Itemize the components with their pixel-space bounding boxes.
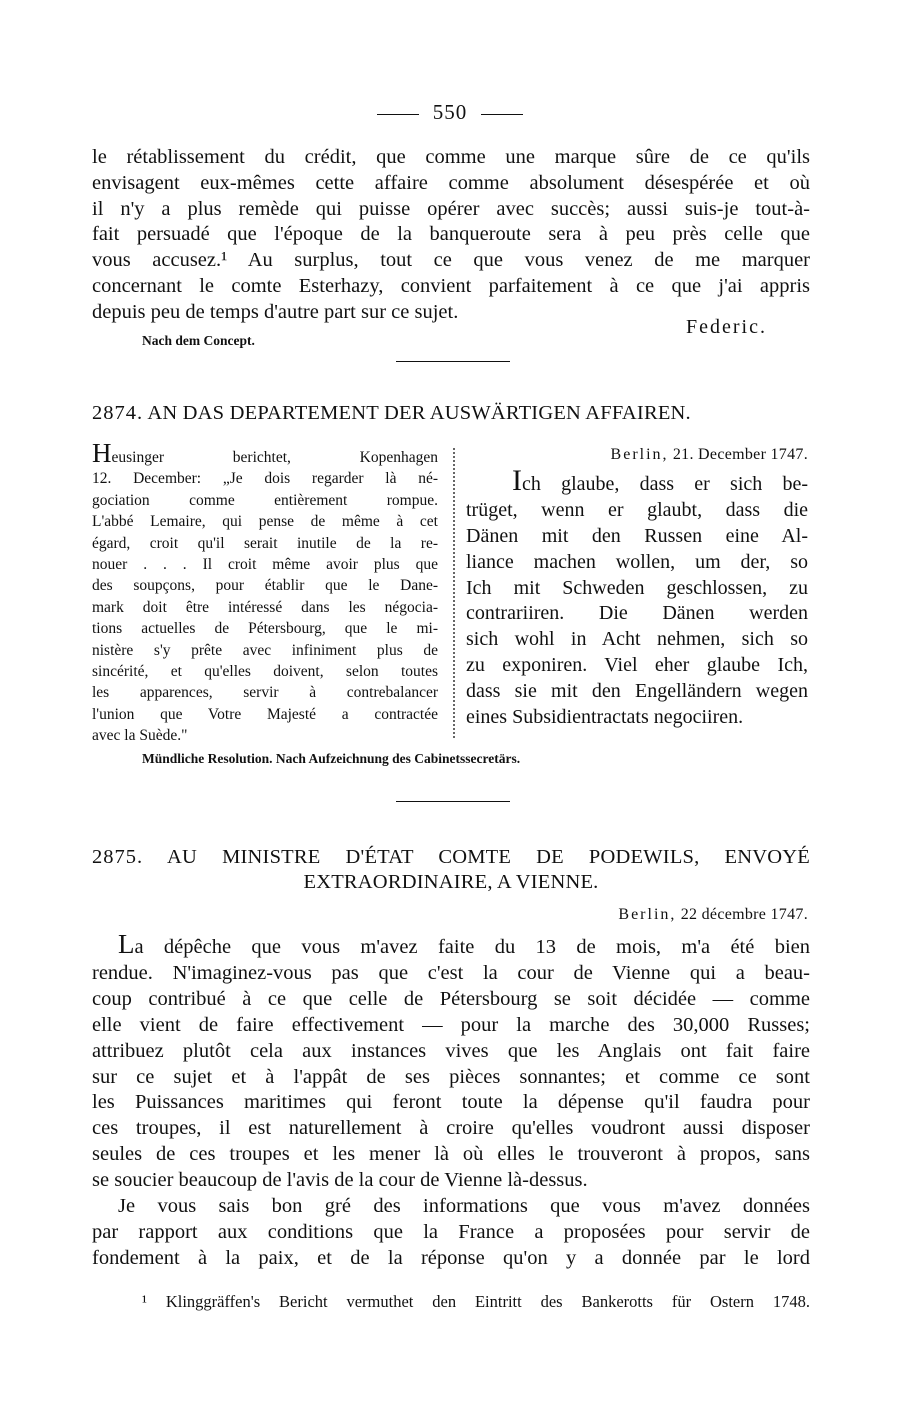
text-line: l'union que Votre Majesté a contractée (92, 705, 438, 723)
text-line: L'abbé Lemaire, qui pense de même à cet (92, 513, 438, 531)
text-line: contrariiren. Die Dänen werden (466, 602, 808, 625)
text-line: depuis peu de temps d'autre part sur ce sujet. (92, 300, 459, 323)
text-line: Heusinger berichtet, Kopenhagen (92, 438, 438, 468)
text-line: sur ce sujet et à l'appât de ses pièces sonnantes; et comme ce sont (92, 1065, 810, 1088)
section-rule (396, 361, 510, 362)
text-line: Dänen mit den Russen eine Al- (466, 524, 808, 547)
section-heading-2874 (92, 402, 810, 425)
text-line: par rapport aux conditions que la France a proposées pour servir de (92, 1220, 810, 1243)
text-line: égard, croit qu'il serait inutile de la re- (92, 534, 438, 552)
text-line: concernant le comte Esterhazy, convient parfaitement à ce que j'ai appris (92, 274, 810, 297)
section-title: AN DAS DEPARTEMENT DER AUSWÄRTIGEN AFFAIREN. (147, 402, 691, 424)
text-line: Ich mit Schweden geschlossen, zu (466, 576, 808, 599)
text-line: mark doit être intéressé dans les négocia- (92, 598, 438, 616)
drop-initial: I (512, 463, 522, 497)
right-dash (481, 114, 523, 115)
text-line: rendue. N'imaginez-vous pas que c'est la cour de Vienne qui a beau- (92, 961, 810, 984)
text-line: La dépêche que vous m'avez faite du 13 de mois, m'a été bien (118, 929, 810, 959)
text-line: sincérité, et qu'elles doivent, selon toutes (92, 663, 438, 681)
text-line: ces troupes, il est naturellement à croire qu'elles voudront aussi disposer (92, 1117, 810, 1140)
section-title-line: EXTRAORDINAIRE, A VIENNE. (303, 871, 599, 893)
section-number: 2875. (92, 846, 144, 868)
drop-initial: L (118, 929, 135, 959)
drop-initial: H (92, 438, 112, 468)
text-line: avec la Suède." (92, 727, 188, 745)
text-line: les apparences, servir à contrebalancer (92, 684, 438, 702)
resolution-column (466, 442, 808, 731)
text-line: seules de ces troupes et les mener là où elles le trouveront à propos, sans (92, 1143, 810, 1166)
text-line: il n'y a plus remède qui puisse opérer avec succès; aussi suis-je tout-à- (92, 197, 810, 220)
text-line: Je vous sais bon gré des informations que vous m'avez données (118, 1195, 810, 1218)
text-line: vous accusez.¹ Au surplus, tout ce que vous venez de me marquer (92, 249, 810, 272)
text-line: zu exponiren. Viel eher glaube Ich, (466, 654, 808, 677)
page-number: 550 (432, 100, 468, 124)
text-line: nistère s'y prête avec infiniment plus de (92, 641, 438, 659)
dateline: Berlin, 22 décembre 1747. (618, 906, 808, 923)
footnote: ¹ Klinggräffen's Bericht vermuthet den Eintritt des Bankerotts für Ostern 1748. (142, 1292, 810, 1311)
letter-body (92, 929, 810, 1272)
text-line: le rétablissement du crédit, que comme une marque sûre de ce qu'ils (92, 146, 810, 168)
text-line: dass sie mit den Engelländern wegen (466, 680, 808, 703)
section-number: 2874. (92, 402, 144, 424)
text-line: nouer . . . Il croit même avoir plus que (92, 556, 438, 574)
text-line: gociation comme entièrement rompue. (92, 491, 438, 509)
text-line: coup contribué à ce que celle de Pétersbourg se soit décidée — comme (92, 987, 810, 1010)
text-line: elle vient de faire effectivement — pour la marche des 30,000 Russes; (92, 1013, 810, 1036)
letter-end-text (92, 145, 810, 326)
section-title-line: AU MINISTRE D'ÉTAT COMTE DE PODEWILS, ENVOYÉ (167, 846, 810, 868)
text-line: des soupçons, pour établir que le Dane- (92, 577, 438, 595)
left-dash (377, 114, 419, 115)
text-line: se soucier beaucoup de l'avis de la cour de Vienne là-dessus. (92, 1169, 588, 1192)
section-rule (396, 801, 510, 802)
signature: Federic. (686, 316, 767, 338)
report-summary-column (92, 438, 438, 747)
page-number-header (0, 100, 900, 125)
text-line: liance machen wollen, um der, so (466, 550, 808, 573)
text-line: sich wohl in Acht nehmen, sich so (466, 628, 808, 651)
text-line: fondement à la paix, et de la réponse qu'on y a donnée par le lord (92, 1246, 810, 1269)
text-line: envisagent eux-mêmes cette affaire comme absolument désespérée et où (92, 171, 810, 194)
text-line: attribuez plutôt cela aux instances vives que les Anglais ont fait faire (92, 1039, 810, 1062)
text-line: tions actuelles de Pétersbourg, que le mi- (92, 620, 438, 638)
text-line: Ich glaube, dass er sich be- (512, 463, 808, 497)
text-line: trüget, wenn er glaubt, dass die (466, 498, 808, 521)
text-line: 12. December: „Je dois regarder là né- (92, 470, 438, 488)
text-line: eines Subsidientractats negociiren. (466, 706, 744, 729)
column-divider (453, 448, 455, 738)
dateline: Berlin, 21. December 1747. (610, 446, 808, 463)
section-heading-2875 (92, 846, 810, 894)
text-line: les Puissances maritimes qui feront toute la dépense qu'il faudra pour (92, 1091, 810, 1114)
source-note: Nach dem Concept. (142, 333, 255, 348)
text-line: fait persuadé que l'époque de la banqueroute sera à peu près celle que (92, 223, 810, 246)
source-note: Mündliche Resolution. Nach Aufzeichnung des Cabinetssecretärs. (142, 751, 521, 766)
